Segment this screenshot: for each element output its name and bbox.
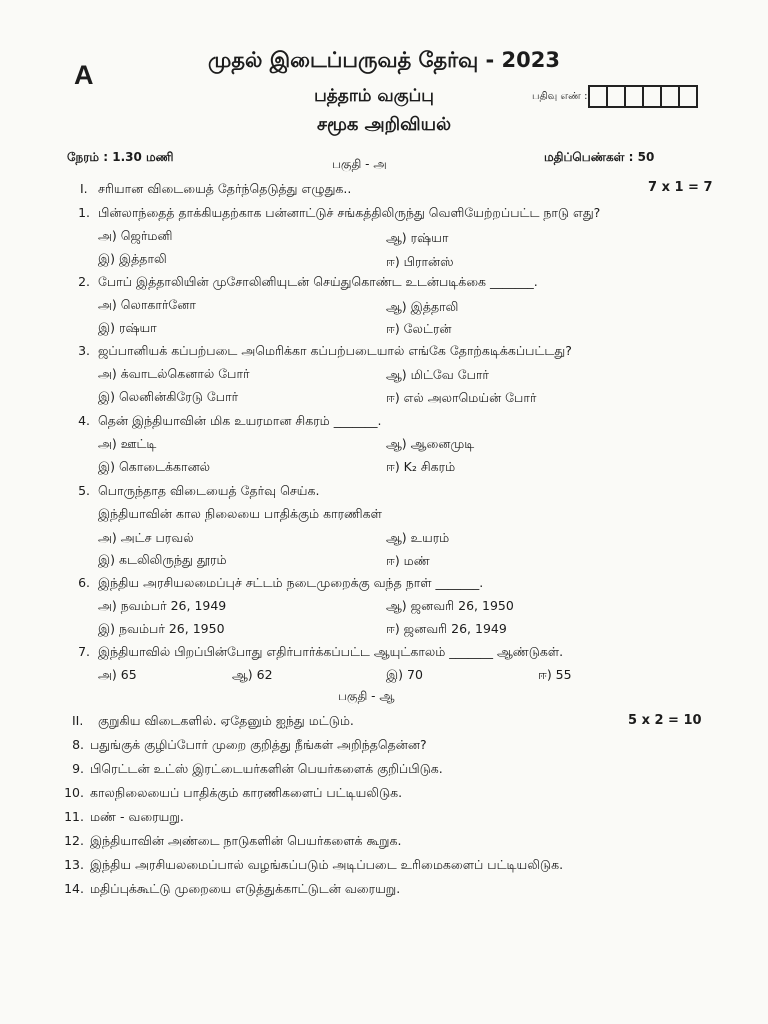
exam-title: முதல் இடைப்பருவத் தேர்வு - 2023: [208, 48, 560, 72]
question-number: 5.: [78, 483, 90, 498]
option-d: ஈ) ஜனவரி 26, 1949: [386, 621, 507, 636]
question-number: 9.: [72, 761, 84, 776]
reg-box: [588, 85, 608, 108]
time-label: நேரம் : 1.30 மணி: [67, 150, 174, 164]
option-a: அ) லொகார்னோ: [98, 297, 196, 312]
question-text: போப் இத்தாலியின் முசோலினியுடன் செய்துகொண்ட உடன்படிக்கை _______.: [98, 274, 538, 289]
part-b-instruction-number: II.: [72, 713, 84, 728]
option-b: ஆ) ரஷ்யா: [386, 230, 449, 245]
question-text: இந்தியாவில் பிறப்பின்போது எதிர்பார்க்கப்பட்ட ஆயுட்காலம் _______ ஆண்டுகள்.: [98, 644, 564, 659]
question-text: பின்லாந்தைத் தாக்கியதற்காக பன்னாட்டுச் சங்கத்திலிருந்து வெளியேற்றப்பட்ட நாடு எது?: [98, 205, 601, 220]
reg-box: [678, 85, 698, 108]
option-b: ஆ) ஆனைமுடி: [386, 436, 475, 451]
option-c: இ) கொடைக்கானல்: [98, 459, 211, 474]
option-a: அ) நவம்பர் 26, 1949: [98, 598, 227, 613]
question-number: 3.: [78, 343, 90, 358]
register-number-boxes: [590, 85, 698, 108]
option-b: ஆ) மிட்வே போர்: [386, 367, 489, 382]
option-d: ஈ) லேட்ரன்: [386, 321, 452, 336]
register-number-field: [532, 85, 698, 108]
option-b: ஆ) இத்தாலி: [386, 299, 459, 314]
question-number: 7.: [78, 644, 90, 659]
question-text: மதிப்புக்கூட்டு முறையை எடுத்துக்காட்டுடன் வரையறு.: [90, 881, 401, 896]
option-c: இ) ரஷ்யா: [98, 320, 157, 335]
set-letter: A: [74, 60, 94, 90]
part-a-instruction: சரியான விடையைத் தேர்ந்தெடுத்து எழுதுக..: [98, 181, 352, 196]
question-text: பதுங்குக் குழிப்போர் முறை குறித்து நீங்கள் அறிந்ததென்ன?: [90, 737, 427, 752]
option-c: இ) லெனின்கிரேடு போர்: [98, 389, 239, 404]
question-text: பொருந்தாத விடையைத் தேர்வு செய்க.: [98, 483, 320, 498]
question-number: 8.: [72, 737, 84, 752]
question-number: 4.: [78, 413, 90, 428]
question-number: 1.: [78, 205, 90, 220]
question-text: இந்தியாவின் அண்டை நாடுகளின் பெயர்களைக் கூறுக.: [90, 833, 402, 848]
part-b-marks: 5 x 2 = 10: [628, 713, 702, 728]
option-a: அ) ஜெர்மனி: [98, 228, 173, 243]
option-d: ஈ) 55: [538, 667, 572, 682]
question-text: தென் இந்தியாவின் மிக உயரமான சிகரம் _______.: [98, 413, 382, 428]
question-number: 2.: [78, 274, 90, 289]
option-b: ஆ) 62: [232, 667, 273, 682]
reg-box: [660, 85, 680, 108]
option-a: அ) 65: [98, 667, 137, 682]
question-text: ஜப்பானியக் கப்பற்படை அமெரிக்கா கப்பற்படையால் எங்கே தோற்கடிக்கப்பட்டது?: [98, 343, 572, 358]
option-c: இ) நவம்பர் 26, 1950: [98, 621, 225, 636]
reg-box: [642, 85, 662, 108]
option-a: அ) அட்ச பரவல்: [98, 530, 194, 545]
option-d: ஈ) மண்: [386, 553, 430, 568]
question-number: 11.: [64, 809, 84, 824]
reg-box: [624, 85, 644, 108]
subject-title: சமூக அறிவியல்: [316, 114, 452, 135]
part-a-heading: பகுதி - அ: [332, 157, 387, 171]
option-c: இ) கடலிலிருந்து தூரம்: [98, 552, 227, 567]
option-c: இ) இத்தாலி: [98, 251, 167, 266]
option-a: அ) ஊட்டி: [98, 436, 157, 451]
question-text: இந்திய அரசியலமைப்புச் சட்டம் நடைமுறைக்கு வந்த நாள் _______.: [98, 575, 484, 590]
question-subtext: இந்தியாவின் கால நிலையை பாதிக்கும் காரணிகள்: [98, 506, 382, 521]
option-c: இ) 70: [386, 667, 423, 682]
question-text: பிரெட்டன் உட்ஸ் இரட்டையர்களின் பெயர்களைக் குறிப்பிடுக.: [90, 761, 443, 776]
question-number: 13.: [64, 857, 84, 872]
question-number: 14.: [64, 881, 84, 896]
total-marks-label: மதிப்பெண்கள் : 50: [544, 150, 655, 164]
part-b-heading: பகுதி - ஆ: [338, 689, 395, 703]
reg-box: [606, 85, 626, 108]
option-d: ஈ) K₂ சிகரம்: [386, 459, 456, 474]
class-label: பத்தாம் வகுப்பு: [314, 86, 434, 106]
option-a: அ) க்வாடல்கெனால் போர்: [98, 366, 250, 381]
question-text: மண் - வரையறு.: [90, 809, 184, 824]
question-number: 10.: [64, 785, 84, 800]
part-a-marks: 7 x 1 = 7: [648, 180, 713, 195]
register-number-label: பதிவு எண் :: [532, 90, 588, 102]
option-d: ஈ) எல் அலாமெய்ன் போர்: [386, 390, 537, 405]
question-number: 12.: [64, 833, 84, 848]
part-b-instruction: குறுகிய விடைகளில். ஏதேனும் ஐந்து மட்டும்.: [98, 713, 354, 728]
question-number: 6.: [78, 575, 90, 590]
option-d: ஈ) பிரான்ஸ்: [386, 254, 454, 269]
option-b: ஆ) உயரம்: [386, 530, 450, 545]
question-text: இந்திய அரசியலமைப்பால் வழங்கப்படும் அடிப்படை உரிமைகளைப் பட்டியலிடுக.: [90, 857, 564, 872]
part-a-instruction-number: I.: [80, 181, 88, 196]
question-text: காலநிலையைப் பாதிக்கும் காரணிகளைப் பட்டியலிடுக.: [90, 785, 403, 800]
option-b: ஆ) ஜனவரி 26, 1950: [386, 598, 514, 613]
